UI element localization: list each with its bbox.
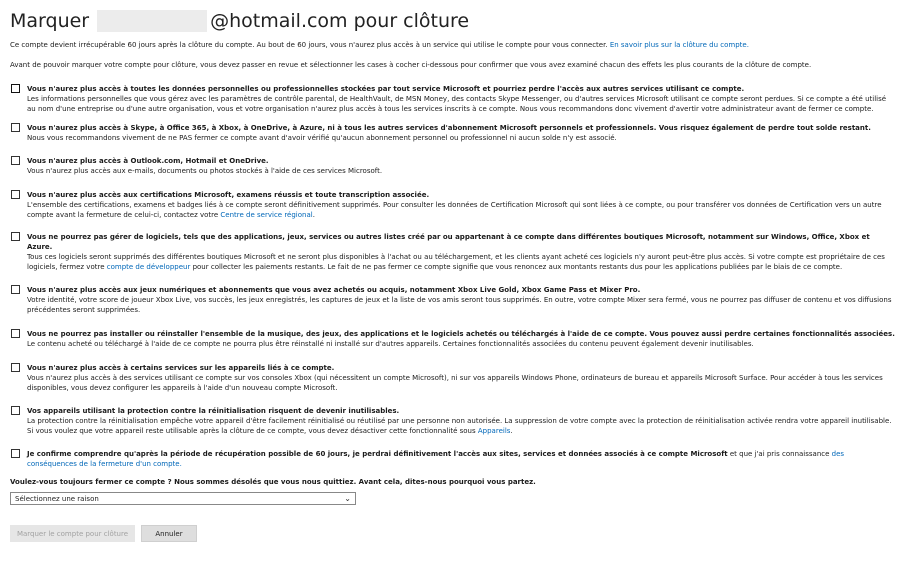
item-heading: Vous ne pourrez pas gérer de logiciels, tels que des applications, jeux, services ou autres listes créé par ou appartenant à ce compte dans différentes boutiques Microsoft, notamment sur Windows, Office, Xbox et Azure. <box>27 233 870 251</box>
item-body: Votre identité, votre score de joueur Xbox Live, vos succès, les jeux enregistrés, les captures de jeux et la liste de vos amis seront tous supprimés. En outre, votre compte Mixer sera fermé, vous ne pourrez pas diffuser de contenu et vos diffusions précédentes seront supprimées. <box>27 296 892 314</box>
checklist-item <box>10 406 895 436</box>
confirm-plain-text: et que j'ai pris connaissance <box>729 450 830 458</box>
cancel-button[interactable]: Annuler <box>141 525 197 542</box>
learn-more-link[interactable]: En savoir plus sur la clôture du compte. <box>609 41 749 49</box>
item-heading: Vous n'aurez plus accès à toutes les données personnelles ou professionnelles stockées par tout service Microsoft et pourriez perdre l'accès aux autres services utilisant ce compte. <box>27 85 745 93</box>
item-body: L'ensemble des certifications, examens et badges liés à ce compte seront définitivement supprimés. Pour consulter les données de Certification Microsoft qui sont liées à ce compte, ou pour transférer vos données de Certification vers un autre compte avant la fermeture de celui-ci, contactez votre Centre de service régional. <box>27 201 882 219</box>
item-heading: Vous n'aurez plus accès à Skype, à Office 365, à Xbox, à OneDrive, à Azure, ni à tous les autres services d'abonnement Microsoft personnels et professionnels. Vous risquez également de perdre tout solde restant. <box>27 124 871 132</box>
item-body: Nous vous recommandons vivement de ne PAS fermer ce compte avant d'avoir vérifié qu'aucun abonnement personnel ou professionnel ni aucun solde n'y est associé. <box>27 134 617 142</box>
checkbox[interactable] <box>11 84 20 93</box>
item-body: Les informations personnelles que vous gérez avec les paramètres de contrôle parental, de HealthVault, de MSN Money, des contacts Skype Messenger, ou d'autres services Microsoft utilisant ce compte seront perdues. Si ce compte a été utilisé au nom d'une entreprise ou d'une autre organisation, vous et votre organisation n'aurez plus accès à tous les services inscrits à ce compte. Nous vous recommandons donc vivement d'avertir votre administrateur avant de fermer ce compte. <box>27 95 887 113</box>
checkbox[interactable] <box>11 123 20 132</box>
checkbox[interactable] <box>11 363 20 372</box>
regional-service-center-link[interactable]: Centre de service régional <box>220 211 313 219</box>
page-title <box>10 8 895 34</box>
consequences-link[interactable]: des conséquences de la fermeture d'un compte. <box>27 450 845 468</box>
item-body: Tous ces logiciels seront supprimés des différentes boutiques Microsoft et ne seront plus disponibles à l'achat ou au téléchargement, et les clients ayant acheté ces logiciels n'y auront peut-être plus accès. Si votre compte est propriétaire de ces logiciels, fermez votre compte de développeur pour collecter les paiements restants. Le fait de ne pas fermer ce compte signifie que vous renoncez aux montants restants dus pour les applications publiées par le biais de ce compte. <box>27 253 885 271</box>
checklist-item <box>10 329 895 349</box>
mark-for-closure-button[interactable]: Marquer le compte pour clôture <box>10 525 135 542</box>
checklist-item <box>10 285 895 315</box>
checkbox[interactable] <box>11 406 20 415</box>
redacted-email <box>97 10 207 32</box>
item-body: Le contenu acheté ou téléchargé à l'aide de ce compte ne pourra plus être réinstallé ni installé sur d'autres appareils. Certaines fonctionnalités associées du contenu peuvent également devenir inutilisables. <box>27 340 754 348</box>
checkbox[interactable] <box>11 329 20 338</box>
action-buttons <box>10 525 895 542</box>
checklist-item <box>10 232 895 272</box>
checklist-item <box>10 156 895 176</box>
checklist-item <box>10 123 895 143</box>
reason-selected-value: Sélectionnez une raison <box>15 494 99 503</box>
chevron-down-icon: ⌄ <box>344 493 351 503</box>
confirm-item <box>10 449 895 469</box>
confirm-checkbox[interactable] <box>11 449 20 458</box>
title-suffix: @hotmail.com pour clôture <box>210 10 470 32</box>
confirm-bold-text: Je confirme comprendre qu'après la période de récupération possible de 60 jours, je perdrai définitivement l'accès aux sites, services et données associés à ce compte Microsoft <box>27 450 728 458</box>
item-body: Vous n'aurez plus accès à des services utilisant ce compte sur vos consoles Xbox (qui nécessitent un compte Microsoft), ni sur vos appareils Windows Phone, ordinateurs de bureau et appareils Microsoft Surface. Pour accéder à tous les services disponibles, vous devez configurer les appareils à l'aide d'un nouveau compte Microsoft. <box>27 374 883 392</box>
intro-line-1 <box>10 40 895 50</box>
checkbox[interactable] <box>11 285 20 294</box>
checklist-item <box>10 363 895 393</box>
item-heading: Vous n'aurez plus accès à Outlook.com, Hotmail et OneDrive. <box>27 157 269 165</box>
checkbox[interactable] <box>11 156 20 165</box>
developer-account-link[interactable]: compte de développeur <box>106 263 191 271</box>
item-heading: Vos appareils utilisant la protection contre la réinitialisation risquent de devenir inutilisables. <box>27 407 400 415</box>
item-heading: Vous ne pourrez pas installer ou réinstaller l'ensemble de la musique, des jeux, des applications et le logiciels achetés ou téléchargés à l'aide de ce compte. Vous pouvez aussi perdre certaines fonctionnalités associées. <box>27 330 895 338</box>
devices-link[interactable]: Appareils <box>477 427 511 435</box>
item-heading: Vous n'aurez plus accès aux certifications Microsoft, examens réussis et toute transcription associée. <box>27 191 430 199</box>
item-body: Vous n'aurez plus accès aux e-mails, documents ou photos stockés à l'aide de ces services Microsoft. <box>27 167 383 175</box>
item-heading: Vous n'aurez plus accès aux jeux numériques et abonnements que vous avez achetés ou acquis, notamment Xbox Live Gold, Xbox Game Pass et Mixer Pro. <box>27 286 641 294</box>
item-body: La protection contre la réinitialisation empêche votre appareil d'être facilement réinitialisé ou réutilisé par une personne non autorisée. La suppression de votre compte avec la protection de réinitialisation activée rendra votre appareil inutilisable. Si vous voulez que votre appareil reste utilisable après la clôture de ce compte, vous devez désactiver cette fonctionnalité sous Appareils. <box>27 417 892 435</box>
title-prefix: Marquer <box>10 10 90 32</box>
checkbox[interactable] <box>11 190 20 199</box>
checkbox[interactable] <box>11 232 20 241</box>
intro-line-2: Avant de pouvoir marquer votre compte pour clôture, vous devez passer en revue et sélectionner les cases à cocher ci-dessous pour confirmer que vous avez examiné chacun des effets les plus courants de la clôture de compte. <box>10 61 812 69</box>
checklist-item <box>10 190 895 220</box>
reason-select[interactable] <box>10 492 356 505</box>
item-heading: Vous n'aurez plus accès à certains services sur les appareils liés à ce compte. <box>27 364 335 372</box>
checklist-item <box>10 84 895 114</box>
intro-text: Ce compte devient irrécupérable 60 jours après la clôture du compte. Au bout de 60 jours, vous n'aurez plus accès à un service qui utilise le compte pour vous connecter. <box>10 41 608 49</box>
reason-question: Voulez-vous toujours fermer ce compte ? Nous sommes désolés que vous nous quittiez. Avant cela, dites-nous pourquoi vous partez. <box>10 478 536 486</box>
